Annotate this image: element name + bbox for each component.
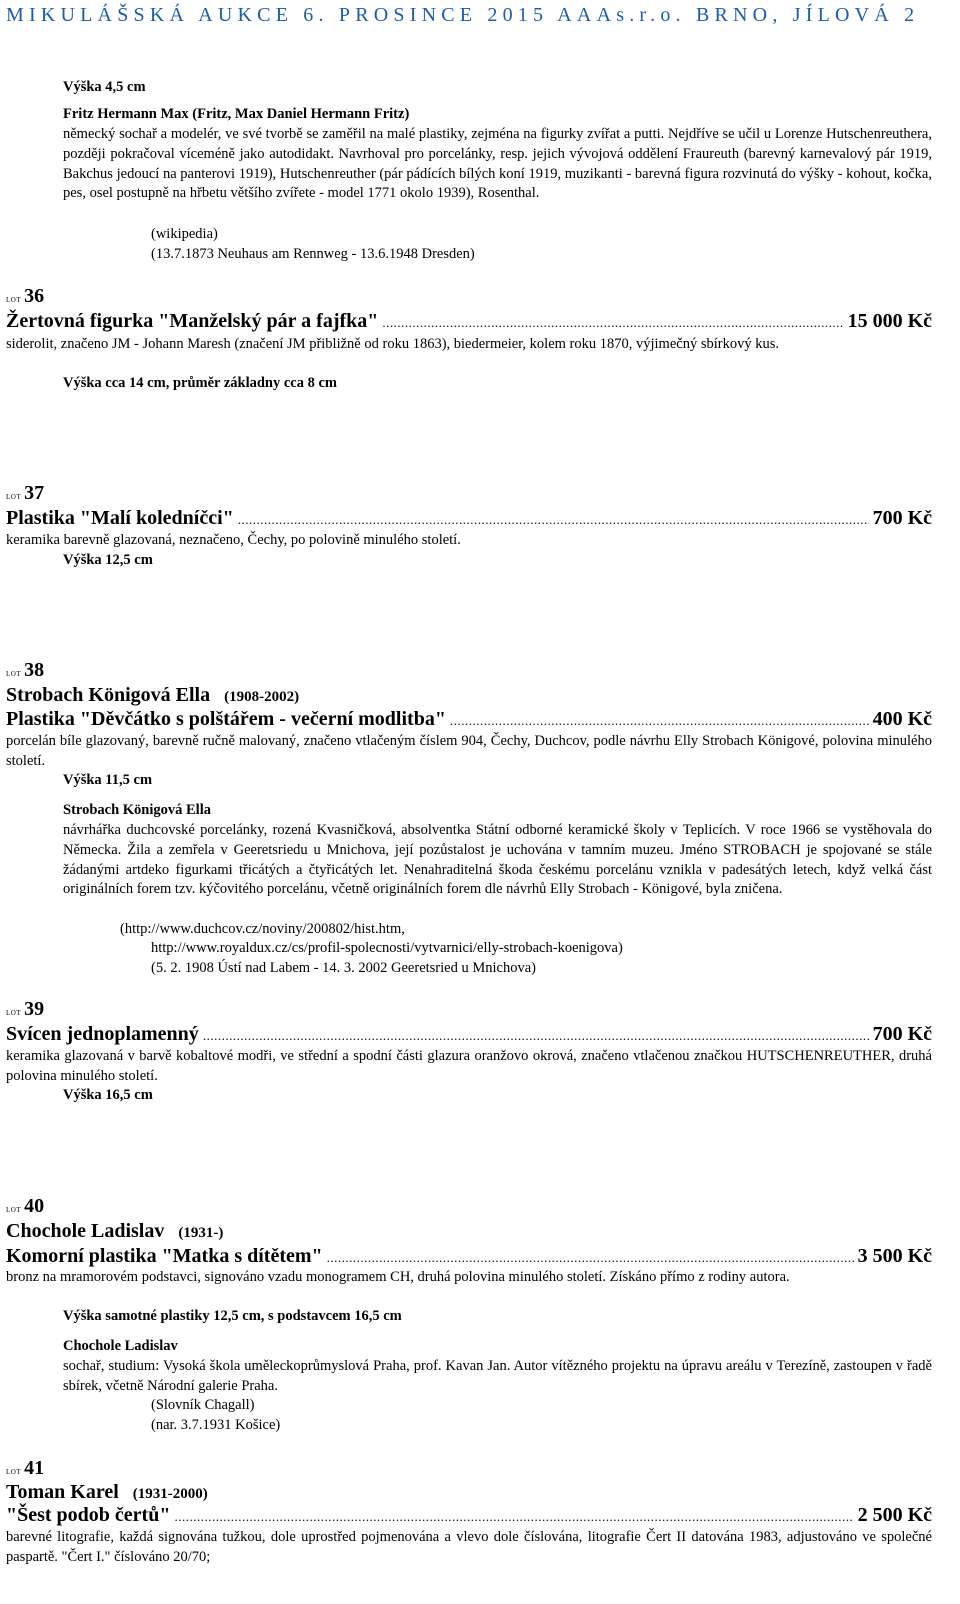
lot-price: 400 Kč [872,708,932,730]
leader-dots [327,1250,854,1266]
lot-39-marker [6,998,44,1021]
lot-41-marker [6,1457,44,1480]
lot-label: LOT [6,1009,22,1017]
lot-39-description: keramika glazovaná v barvě kobaltové modři, ve střední a spodní části glazura oranžovo okrová, značeno vtlačenou značkou HUTSCHENREUTHER, druhá polovina minulého století. [6,1048,932,1084]
artist-dates: (1931-) [178,1225,224,1241]
lot-36-marker [6,285,44,308]
lot-40-marker [6,1195,44,1218]
leader-dots [238,512,869,528]
artist-dates: (1931-2000) [132,1486,208,1502]
lot-38-dimensions: Výška 11,5 cm [63,772,153,788]
lot-37-marker [6,482,44,505]
lot-36-description: siderolit, značeno JM - Johann Maresh (značení JM přibližně od roku 1863), biedermeier, kolem roku 1870, výjimečný sbírkový kus. [6,336,779,352]
lot-number: 38 [24,659,45,681]
artist-name: Chochole Ladislav [6,1220,165,1242]
lot-title: Svícen jednoplamenný [6,1023,199,1045]
lot-37-title-row [6,507,932,530]
lot-39-title-row [6,1023,932,1046]
lot-37-dimensions: Výška 12,5 cm [63,552,153,568]
lot-label: LOT [6,493,22,501]
lot-38-description: porcelán bíle glazovaný, barevně ručně malovaný, značeno vtlačeným číslem 904, Čechy, Duchcov, podle návrhu Elly Strobach Königové, polovina minulého století. [6,733,932,769]
lot-title: Žertovná figurka "Manželský pár a fajfka" [6,310,379,332]
top-source: (wikipedia) [151,226,218,242]
lot-number: 40 [24,1195,45,1217]
lot-label: LOT [6,296,22,304]
lot-40-artist [6,1220,223,1243]
lot-38-ref-1: (http://www.duchcov.cz/noviny/200802/hist.htm, [120,921,405,937]
lot-number: 37 [24,482,45,504]
lot-36-title-row [6,310,932,333]
lot-38-artist [6,684,299,707]
lot-38-ref-3: (5. 2. 1908 Ústí nad Labem - 14. 3. 2002 Geeretsried u Mnichova) [151,960,536,976]
artist-name: Toman Karel [6,1481,119,1503]
lot-38-bio-name: Strobach Königová Ella [63,802,211,818]
lot-title: Komorní plastika "Matka s dítětem" [6,1245,323,1267]
artist-dates: (1908-2002) [224,689,300,705]
lot-40-dimensions: Výška samotné plastiky 12,5 cm, s podstavcem 16,5 cm [63,1308,402,1324]
lot-title: "Šest podob čertů" [6,1504,171,1526]
lot-37-description: keramika barevně glazovaná, neznačeno, Čechy, po polovině minulého století. [6,532,461,548]
leader-dots [382,315,843,331]
lot-40-description: bronz na mramorovém podstavci, signováno vzadu monogramem CH, druhá polovina minulého století. Získáno přímo z rodiny autora. [6,1269,790,1285]
lot-41-artist [6,1481,208,1504]
lot-price: 2 500 Kč [857,1504,932,1526]
artist-name: Strobach Königová Ella [6,684,211,706]
lot-title: Plastika "Malí koledníčci" [6,507,234,529]
top-life: (13.7.1873 Neuhaus am Rennweg - 13.6.1948 Dresden) [151,246,475,262]
lot-39-dimensions: Výška 16,5 cm [63,1087,153,1103]
lot-number: 41 [24,1457,45,1479]
lot-label: LOT [6,1206,22,1214]
lot-36-dimensions: Výška cca 14 cm, průměr základny cca 8 cm [63,375,337,391]
leader-dots [174,1509,853,1525]
lot-40-bio-text: sochař, studium: Vysoká škola uměleckoprůmyslová Praha, prof. Kavan Jan. Autor vítězného projektu na úpravu areálu v Terezíně, zastoupen v řadě sbírek, včetně Národní galerie Praha. [63,1358,932,1394]
top-bio [63,105,932,125]
leader-dots [450,713,869,729]
lot-label: LOT [6,1468,22,1476]
lot-title: Plastika "Děvčátko s polštářem - večerní modlitba" [6,708,446,730]
lot-41-title-row [6,1504,932,1527]
leader-dots [203,1028,869,1044]
lot-38-title-row [6,708,932,731]
lot-40-title-row [6,1245,932,1268]
lot-price: 3 500 Kč [857,1245,932,1267]
top-bio-text: německý sochař a modelér, ve své tvorbě se zaměřil na malé plastiky, zejména na figurky zvířat a putti. Nejdříve se učil u Lorenze Hutschenreuthera, později pokračoval víceméně jako autodidakt. Navrhoval pro porcelánky, resp. jejich vývojová oddělení Fraureuth (barevný karnevalový pár 1919, Bakchus jedoucí na panterovi 1919), Hutschenreuther (pár pádících bílých koní 1919, muzikanti - barevná figura rozvinutá do výšky - kohout, kočka, pes, osel postupně na hřbetu většího zvířete - model 1771 okolo 1939), Rosenthal. [63,126,932,202]
lot-number: 36 [24,285,45,307]
lot-price: 700 Kč [872,507,932,529]
lot-38-bio-text: návrhářka duchcovské porcelánky, rozená Kvasničková, absolventka Státní odborné keramické školy v Teplicích. V roce 1966 se vystěhovala do Německa. Žila a zemřela v Geeretsriedu u Mnichova, její pozůstalost je uchována v tamním muzeu. Jméno STROBACH je spojované se stále žádanými artdeko figurkami třicátých a čtyřicátých let. Nenahraditelná škoda českému porcelánu vznikla v padesátých letech, když velká část originálních forem tzv. kýčovitého porcelánu, včetně originálních forem dle návrhů Elly Strobach - Königové, byla zničena. [63,822,932,898]
lot-number: 39 [24,998,45,1020]
lot-price: 15 000 Kč [847,310,932,332]
lot-40-ref-2: (nar. 3.7.1931 Košice) [151,1417,281,1433]
lot-price: 700 Kč [872,1023,932,1045]
top-height: Výška 4,5 cm [63,79,146,95]
lot-label: LOT [6,670,22,678]
lot-40-ref-1: (Slovník Chagall) [151,1397,255,1413]
lot-41-description: barevné litografie, každá signována tužkou, dole uprostřed pojmenována a vlevo dole číslována, litografie Čert II datována 1983, adjustováno ve společné paspartě. "Čert I." číslováno 20/70; [6,1529,932,1565]
page-header: MIKULÁŠSKÁ AUKCE 6. PROSINCE 2015 AAAs.r.o. BRNO, JÍLOVÁ 2 [6,4,920,26]
lot-38-marker [6,659,44,682]
top-bio-name: Fritz Hermann Max (Fritz, Max Daniel Hermann Fritz) [63,106,410,122]
lot-40-bio-name: Chochole Ladislav [63,1338,178,1354]
lot-38-ref-2: http://www.royaldux.cz/cs/profil-spolecnosti/vytvarnici/elly-strobach-koenigova) [151,940,623,956]
